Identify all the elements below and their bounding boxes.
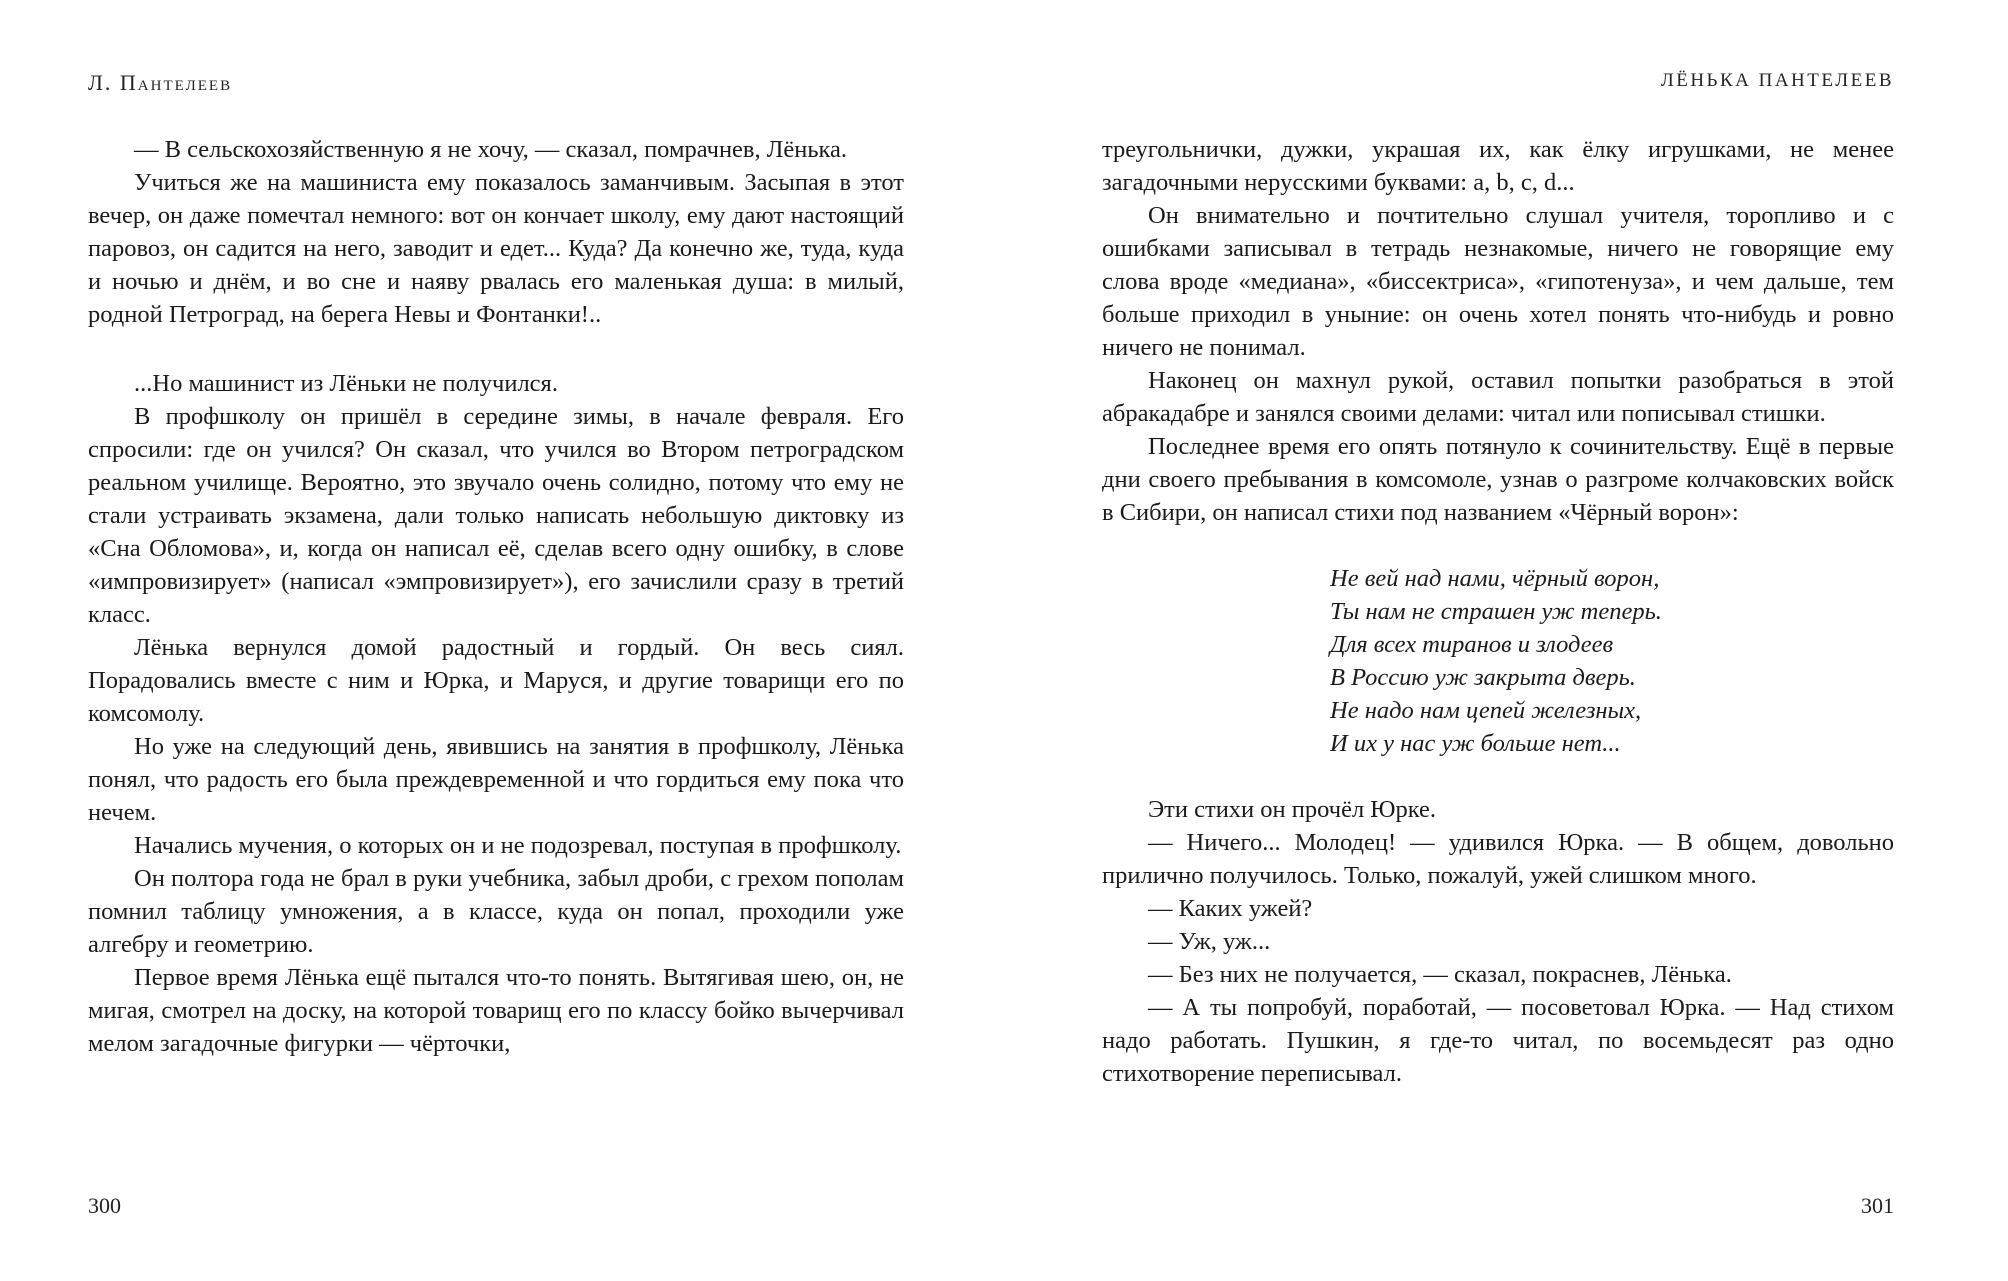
page-body-left	[88, 133, 904, 1060]
paragraph: Он полтора года не брал в руки учебника, забыл дроби, с грехом пополам помнил таблицу умножения, а в классе, куда он попал, проходили уже алгебру и геометрию.	[88, 865, 904, 958]
paragraph: — Каких ужей?	[1148, 895, 1313, 922]
poem-line: Ты нам не страшен уж теперь.	[1330, 598, 1662, 625]
page-body-right	[1102, 133, 1894, 1090]
poem	[1330, 562, 1894, 760]
paragraph: ...Но машинист из Лёньки не получился.	[134, 370, 558, 397]
page-number-left: 300	[88, 1193, 121, 1218]
paragraph: Учиться же на машиниста ему показалось заманчивым. Засыпая в этот вечер, он даже помечтал немного: вот он кончает школу, ему дают настоящий паровоз, он садится на него, заводит и едет... Куда? Да конечно же, туда, куда и ночью и днём, и во сне и наяву рвалась его маленькая душа: в милый, родной Петроград, на берега Невы и Фонтанки!..	[88, 169, 904, 328]
paragraph: — Ничего... Молодец! — удивился Юрка. — В общем, довольно прилично получилось. Только, пожалуй, ужей слишком много.	[1102, 829, 1894, 889]
running-head-title: ЛЁНЬКА ПАНТЕЛЕЕВ	[1660, 70, 1894, 91]
paragraph: Начались мучения, о которых он и не подозревал, поступая в профшколу.	[134, 832, 902, 859]
paragraph: Лёнька вернулся домой радостный и гордый. Он весь сиял. Порадовались вместе с ним и Юрка, и Маруся, и другие товарищи его по комсомолу.	[88, 634, 904, 727]
paragraph: Первое время Лёнька ещё пытался что-то понять. Вытягивая шею, он, не мигая, смотрел на доску, на которой товарищ его по классу бойко вычерчивал мелом загадочные фигурки — чёрточки,	[88, 964, 904, 1057]
paragraph: — В сельскохозяйственную я не хочу, — сказал, помрачнев, Лёнька.	[134, 136, 848, 163]
text-block-top	[1102, 133, 1894, 529]
paragraph: — А ты попробуй, поработай, — посоветовал Юрка. — Над стихом надо работать. Пушкин, я где-то читал, по восемьдесят раз одно стихотворение переписывал.	[1102, 994, 1894, 1087]
paragraph: Эти стихи он прочёл Юрке.	[1148, 796, 1437, 823]
paragraph: Последнее время его опять потянуло к сочинительству. Ещё в первые дни своего пребывания в комсомоле, узнав о разгроме колчаковских войск в Сибири, он написал стихи под названием «Чёрный ворон»:	[1102, 433, 1894, 526]
paragraph: треугольнички, дужки, украшая их, как ёлку игрушками, не менее загадочными нерусскими буквами: a, b, c, d...	[1102, 136, 1894, 196]
running-head-author: Л. Пантелеев	[88, 70, 233, 95]
book-page-right	[1102, 0, 1894, 1281]
page-number-right: 301	[1861, 1193, 1894, 1218]
paragraph: — Уж, уж...	[1148, 928, 1271, 955]
poem-line: В Россию уж закрыта дверь.	[1330, 664, 1636, 691]
paragraph: В профшколу он пришёл в середине зимы, в начале февраля. Его спросили: где он учился? Он сказал, что учился во Втором петроградском реальном училище. Вероятно, это звучало очень солидно, потому что ему не стали устраивать экзамена, дали только написать небольшую диктовку из «Сна Обломова», и, когда он написал её, сделав всего одну ошибку, в слове «импровизирует» (написал «эмпровизирует»), его зачислили сразу в третий класс.	[88, 403, 904, 628]
paragraph: Он внимательно и почтительно слушал учителя, торопливо и с ошибками записывал в тетрадь незнакомые, ничего не говорящие ему слова вроде «медиана», «биссектриса», «гипотенуза», и чем дальше, тем больше приходил в уныние: он очень хотел понять что-нибудь и ровно ничего не понимал.	[1102, 202, 1894, 361]
text-block-bottom	[1102, 793, 1894, 1090]
poem-line: Для всех тиранов и злодеев	[1330, 631, 1614, 658]
poem-line: Не надо нам цепей железных,	[1330, 697, 1642, 724]
poem-line: Не вей над нами, чёрный ворон,	[1330, 565, 1660, 592]
paragraph: Но уже на следующий день, явившись на занятия в профшколу, Лёнька понял, что радость его была преждевременной и что гордиться ему пока что нечем.	[88, 733, 904, 826]
paragraph: — Без них не получается, — сказал, покраснев, Лёнька.	[1148, 961, 1732, 988]
paragraph: Наконец он махнул рукой, оставил попытки разобраться в этой абракадабре и занялся своими делами: читал или пописывал стишки.	[1102, 367, 1894, 427]
book-page-left	[88, 0, 904, 1281]
poem-line: И их у нас уж больше нет...	[1330, 730, 1621, 757]
